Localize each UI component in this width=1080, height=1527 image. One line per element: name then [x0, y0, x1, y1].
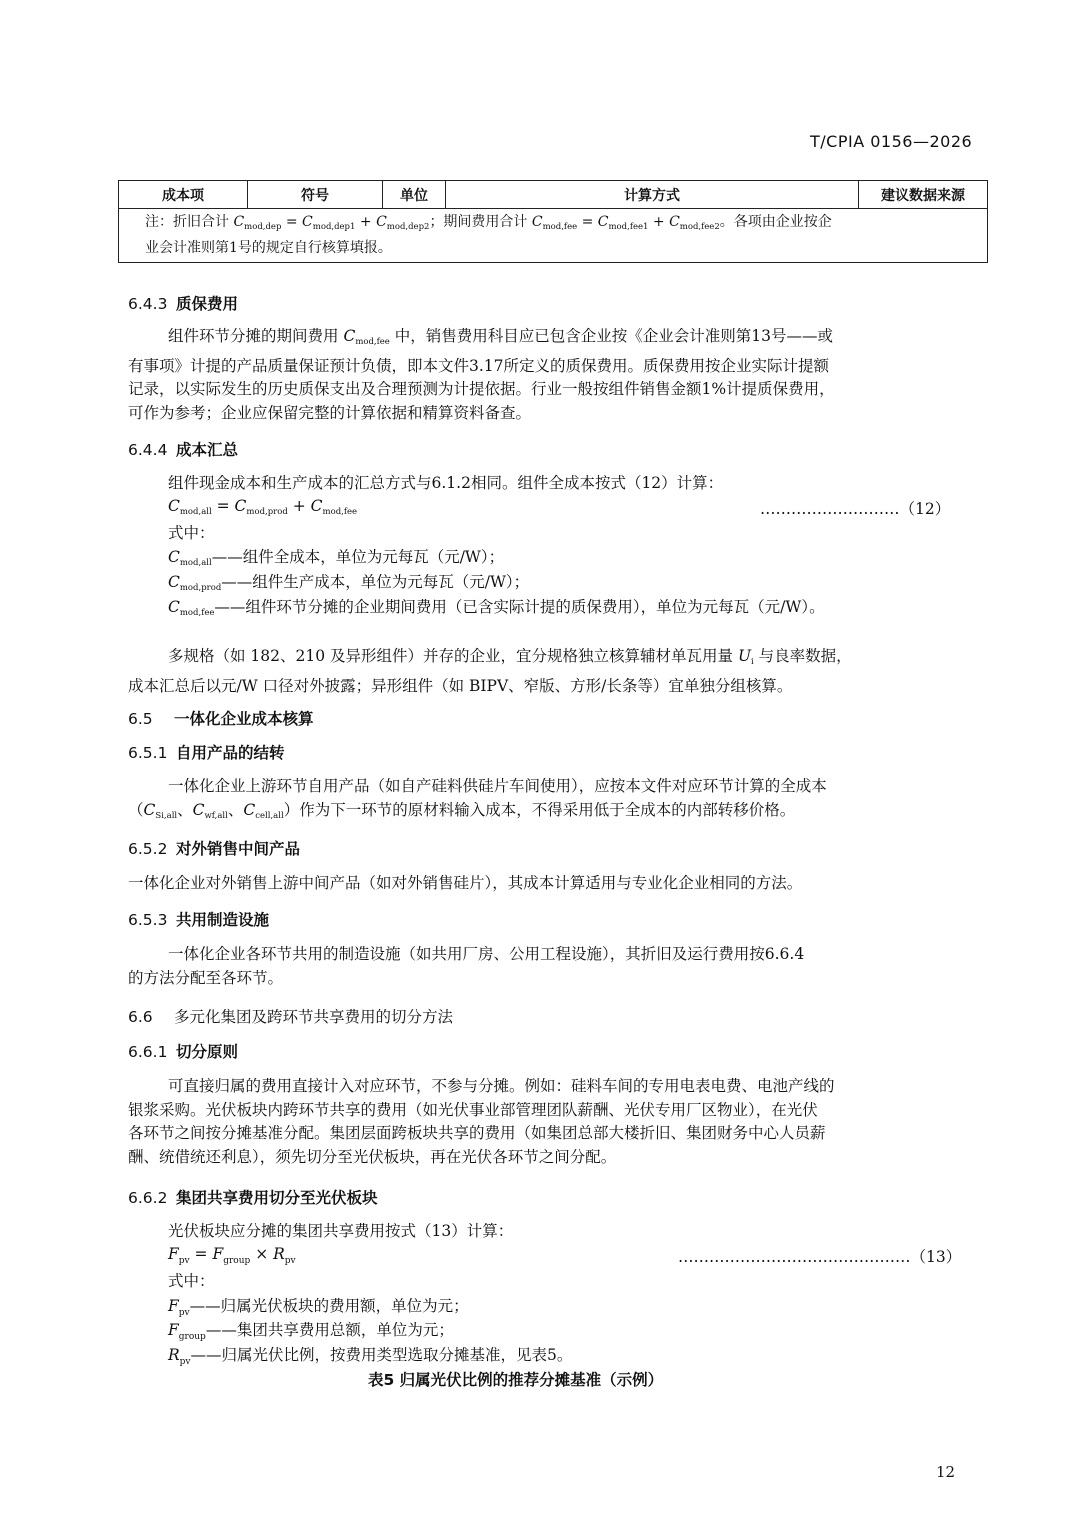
paragraph-6-6-1: 可直接归属的费用直接计入对应环节，不参与分摊。例如：硅料车间的专用电表电费、电池产线的 银浆采购。光伏板块内跨环节共享的费用（如光伏事业部管理团队薪酬、光伏专用厂区物业），在光伏 各环节之间按分摊基准分配。集团层面跨板块共享的费用（如集团总部大楼折旧、集团财务中心人员薪 酬、统借统还利息），须先切分至光伏板块，再在光伏各环节之间分配。	[128, 1077, 835, 1166]
formula-12-def-1: $C_{mod,all}——$组件全成本，单位为元每瓦（元/W）；	[168, 548, 505, 568]
section-heading-6-6-1: 6.6.1 切分原则	[128, 1043, 239, 1061]
table-header-row	[119, 181, 988, 209]
col-data-source: 建议数据来源	[859, 181, 988, 209]
formula-13: $F_{pv} = F_{group} \times R_{pv}$	[168, 1245, 296, 1266]
formula-12-def-3: $C_{mod,fee}——$组件环节分摊的企业期间费用（已含实际计提的质保费用），单位为元每瓦（元/W）。	[168, 598, 825, 618]
section-heading-6-5-2: 6.5.2 对外销售中间产品	[128, 840, 301, 858]
paragraph-6-5-3: 一体化企业各环节共用的制造设施（如共用厂房、公用工程设施），其折旧及运行费用按6.6.4 的方法分配至各环节。	[128, 945, 805, 987]
section-heading-6-5-1: 6.5.1 自用产品的结转	[128, 744, 285, 762]
col-unit: 单位	[383, 181, 446, 209]
table-note: 注：折旧合计 $C_{mod,dep} = C_{mod,dep1} + C_{mod,dep2}$；期间费用合计 $C_{mod,fee} = C_{mod,fee1} + C_{mod,fee2}$。各项由企业按企 业会计准则第1号的规定自行核算填报。	[119, 209, 988, 263]
paragraph-6-5-2: 一体化企业对外销售上游中间产品（如对外销售硅片），其成本计算适用与专业化企业相同的方法。	[128, 874, 803, 892]
paragraph-6-4-3: 组件环节分摊的期间费用 $C_{mod,fee}$ 中，销售费用科目应已包含企业按《企业会计准则第13号——或 有事项》计提的产品质量保证预计负债，即本文件3.17所定义的质保费用。质保费用按企业实际计提额 记录，以实际发生的历史质保支出及合理预测为计提依据。行业一般按组件销售金额1%计提质保费用， 可作为参考；企业应保留完整的计算依据和精算资料备查。	[128, 327, 835, 422]
section-heading-6-5-3: 6.5.3 共用制造设施	[128, 911, 270, 929]
section-heading-6-6: 6.6 多元化集团及跨环节共享费用的切分方法	[128, 1008, 454, 1026]
formula-12-number: ………………………（12）	[760, 500, 951, 518]
formula-13-intro: 光伏板块应分摊的集团共享费用按式（13）计算：	[168, 1222, 514, 1240]
formula-12-intro: 组件现金成本和生产成本的汇总方式与6.1.2相同。组件全成本按式（12）计算：	[168, 474, 724, 492]
formula-13-def-1: $F_{pv}——$归属光伏板块的费用额，单位为元；	[168, 1297, 469, 1318]
formula-13-def-2: $F_{group}——$集团共享费用总额，单位为元；	[168, 1321, 454, 1342]
paragraph-6-5-1: 一体化企业上游环节自用产品（如自产硅料供硅片车间使用），应按本文件对应环节计算的全成本 （$C_{Si,all}$、$C_{wf,all}$、$C_{cell,all}$）作为下一环节的原材料输入成本，不得采用低于全成本的内部转移价格。	[128, 777, 827, 821]
formula-12: $C_{mod,all} = C_{mod,prod} + C_{mod,fee}$	[168, 497, 358, 517]
paragraph-6-4-4: 多规格（如 182、210 及异形组件）并存的企业，宜分规格独立核算辅材单瓦用量 $U_i$ 与良率数据， 成本汇总后以元/W 口径对外披露；异形组件（如 BIPV、窄版、方形/长条等）宜单独分组核算。	[128, 647, 852, 695]
formula-12-def-2: $C_{mod,prod}——$组件生产成本，单位为元每瓦（元/W）；	[168, 573, 530, 593]
page-number: 12	[936, 1463, 956, 1481]
col-cost-item: 成本项	[119, 181, 248, 209]
section-heading-6-4-4: 6.4.4 成本汇总	[128, 441, 239, 459]
document-code: T/CPIA 0156—2026	[810, 132, 973, 151]
formula-13-def-3: $R_{pv}——$归属光伏比例，按费用类型选取分摊基准，见表5。	[168, 1346, 573, 1367]
cost-table	[118, 180, 988, 263]
formula-12-where: 式中：	[168, 524, 215, 542]
section-heading-6-4-3: 6.4.3 质保费用	[128, 295, 239, 313]
col-symbol: 符号	[248, 181, 383, 209]
table-note-row	[119, 209, 988, 263]
formula-13-number: ………………………………………（13）	[678, 1248, 962, 1266]
section-heading-6-5: 6.5 一体化企业成本核算	[128, 710, 314, 728]
formula-13-where: 式中：	[168, 1272, 215, 1290]
table-5-caption: 表5 归属光伏比例的推荐分摊基准（示例）	[368, 1371, 664, 1389]
section-heading-6-6-2: 6.6.2 集团共享费用切分至光伏板块	[128, 1189, 378, 1207]
col-method: 计算方式	[446, 181, 859, 209]
